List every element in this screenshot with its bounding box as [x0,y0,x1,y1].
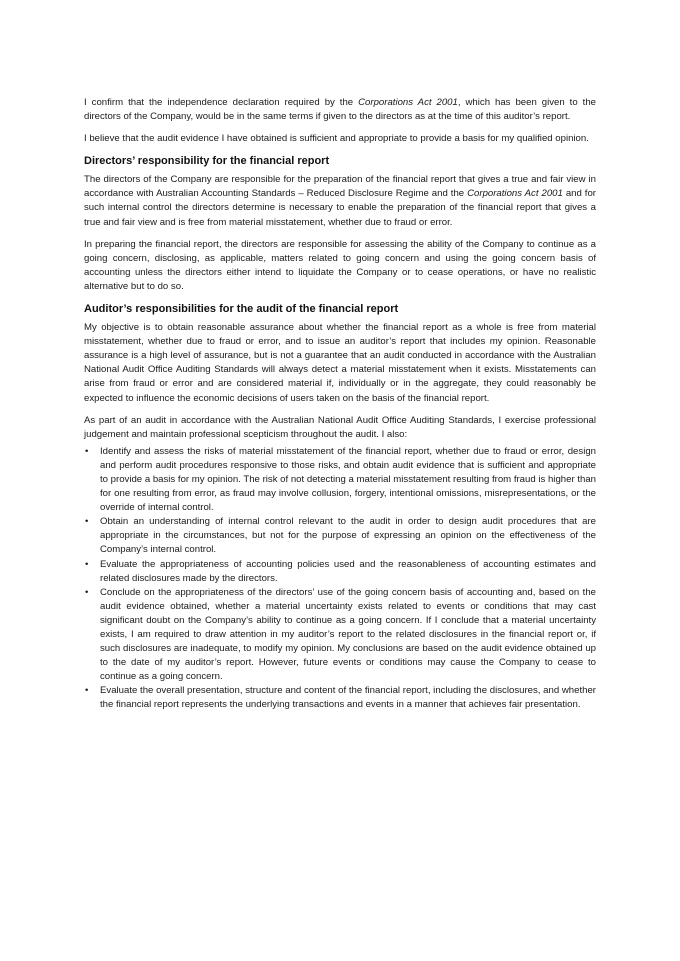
list-item: • Evaluate the overall presentation, structure and content of the financial report, including the disclosures, and whether the financial report represents the underlying transactions and events in a manner that achieves fair presentation. [85,685,596,711]
list-item: • Evaluate the appropriateness of accounting policies used and the reasonableness of accounting estimates and related disclosures made by the directors. [85,558,596,584]
act-name: Corporations Act 2001 [358,97,458,108]
independence-paragraph: I confirm that the independence declaration required by the Corporations Act 2001, which has been given to the directors of the Company, would be in the same terms if given to the directors as at the time of this auditor’s report. [84,97,596,123]
auditor-tasks-list [84,445,596,713]
list-item: • Conclude on the appropriateness of the directors’ use of the going concern basis of accounting and, based on the audit evidence obtained, whether a material uncertainty exists related to events or conditions that may cast significant doubt on the Company’s ability to continue as a going concern. If I conclude that a material uncertainty exists, I am required to draw attention in my auditor’s report to the related disclosures in the financial report or, if such disclosures are inadequate, to modify my opinion. My conclusions are based on the audit evidence obtained up to the date of my auditor’s report. However, future events or conditions may cause the Company to cease to continue as a going concern. [85,586,596,683]
audit-approach-paragraph: As part of an audit in accordance with the Australian National Audit Office Auditing Standards, I exercise professional judgement and maintain professional scepticism throughout the audit. I also: [84,414,596,440]
going-concern-paragraph: In preparing the financial report, the directors are responsible for assessing the ability of the Company to continue as a going concern, disclosing, as applicable, matters related to going concern and using the going concern basis of accounting unless the directors either intend to liquidate the Company or to cease operations, or have no realistic alternative but to do so. [84,238,596,292]
bullet-icon: • [85,445,89,457]
directors-responsibility-heading: Directors’ responsibility for the financial report [84,155,330,168]
directors-responsibility-paragraph: The directors of the Company are responsible for the preparation of the financial report that gives a true and fair view in accordance with Australian Accounting Standards – Reduced Disclosure Regime and the Corporations Act 2001 and for such internal control the directors determine is necessary to enable the preparation of the financial report that gives a true and fair view and is free from material misstatement, whether due to fraud or error. [84,174,596,228]
auditor-responsibilities-heading: Auditor’s responsibilities for the audit of the financial report [84,303,399,316]
bullet-icon: • [85,586,89,598]
list-item: • Identify and assess the risks of material misstatement of the financial report, whether due to fraud or error, design and perform audit procedures responsive to those risks, and obtain audit evidence that is sufficient and appropriate to provide a basis for my opinion. The risk of not detecting a material misstatement resulting from fraud is higher than for one resulting from error, as fraud may involve collusion, forgery, intentional omissions, misrepresentations, or the override of internal control. [85,445,596,514]
bullet-icon: • [85,685,89,697]
audit-evidence-paragraph: I believe that the audit evidence I have obtained is sufficient and appropriate to provide a basis for my qualified opinion. [84,133,589,145]
act-name: Corporations Act 2001 [467,188,563,200]
bullet-icon: • [85,516,89,528]
list-item: • Obtain an understanding of internal control relevant to the audit in order to design audit procedures that are appropriate in the circumstances, but not for the purpose of expressing an opinion on the effectiveness of the Company’s internal control. [85,516,596,556]
audit-objective-paragraph: My objective is to obtain reasonable assurance about whether the financial report as a whole is free from material misstatement, whether due to fraud or error, and to issue an auditor’s report that includes my opinion. Reasonable assurance is a high level of assurance, but is not a guarantee that an audit conducted in accordance with the Australian National Audit Office Auditing Standards will always detect a material misstatement when it exists. Misstatements can arise from fraud or error and are considered material if, individually or in the aggregate, they could reasonably be expected to influence the economic decisions of users taken on the basis of the financial report. [84,322,596,404]
bullet-icon: • [85,558,89,570]
